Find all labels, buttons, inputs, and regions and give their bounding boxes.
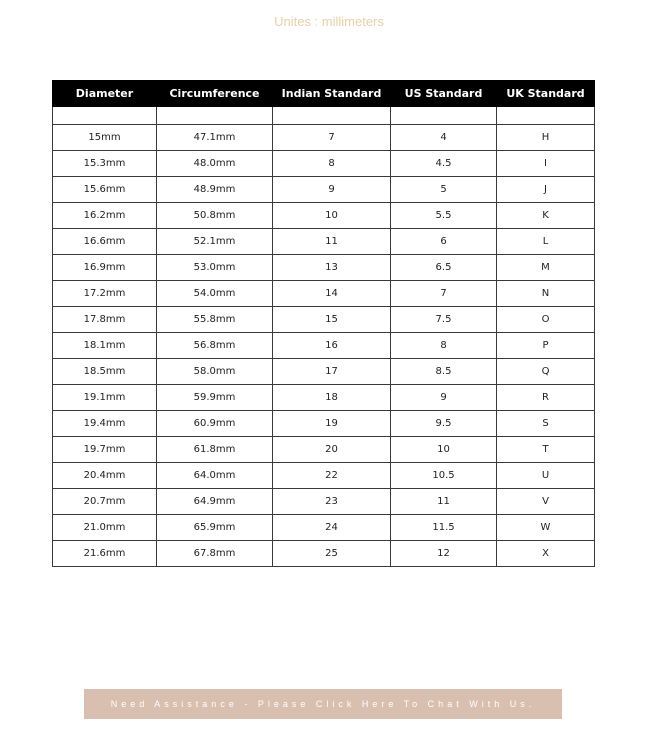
table-row [53,203,595,229]
diameter-cell: 21.0mm [53,515,157,541]
us-standard-cell: 12 [391,541,497,567]
indian-standard-cell: 15 [273,307,391,333]
table-row [53,515,595,541]
us-standard-cell: 10.5 [391,463,497,489]
uk-standard-cell: M [497,255,595,281]
table-cell [497,107,595,125]
circumference-cell: 58.0mm [157,359,273,385]
table-header-row [53,81,595,107]
diameter-cell: 15.6mm [53,177,157,203]
uk-standard-cell: K [497,203,595,229]
circumference-cell: 53.0mm [157,255,273,281]
uk-standard-cell: P [497,333,595,359]
indian-standard-cell: 13 [273,255,391,281]
table-row [53,437,595,463]
uk-standard-cell: S [497,411,595,437]
uk-standard-cell: I [497,151,595,177]
header-circumference: Circumference [157,81,273,107]
indian-standard-cell: 24 [273,515,391,541]
circumference-cell: 48.0mm [157,151,273,177]
circumference-cell: 47.1mm [157,125,273,151]
us-standard-cell: 8.5 [391,359,497,385]
table-row [53,307,595,333]
table-row [53,463,595,489]
diameter-cell: 17.2mm [53,281,157,307]
table-row [53,229,595,255]
circumference-cell: 48.9mm [157,177,273,203]
indian-standard-cell: 11 [273,229,391,255]
diameter-cell: 18.5mm [53,359,157,385]
uk-standard-cell: H [497,125,595,151]
us-standard-cell: 9 [391,385,497,411]
circumference-cell: 50.8mm [157,203,273,229]
us-standard-cell: 7.5 [391,307,497,333]
units-label: Unites : millimeters [274,14,384,29]
table-row [53,541,595,567]
table-row [53,125,595,151]
uk-standard-cell: N [497,281,595,307]
table-spacer-row [53,107,595,125]
indian-standard-cell: 20 [273,437,391,463]
header-uk-standard: UK Standard [497,81,595,107]
us-standard-cell: 8 [391,333,497,359]
table-row [53,359,595,385]
diameter-cell: 19.7mm [53,437,157,463]
diameter-cell: 15.3mm [53,151,157,177]
uk-standard-cell: V [497,489,595,515]
us-standard-cell: 5.5 [391,203,497,229]
table-cell [157,107,273,125]
circumference-cell: 55.8mm [157,307,273,333]
uk-standard-cell: Q [497,359,595,385]
header-diameter: Diameter [53,81,157,107]
circumference-cell: 61.8mm [157,437,273,463]
diameter-cell: 18.1mm [53,333,157,359]
table-row [53,177,595,203]
indian-standard-cell: 7 [273,125,391,151]
uk-standard-cell: U [497,463,595,489]
circumference-cell: 64.9mm [157,489,273,515]
table-cell [53,107,157,125]
diameter-cell: 16.2mm [53,203,157,229]
uk-standard-cell: W [497,515,595,541]
diameter-cell: 20.7mm [53,489,157,515]
us-standard-cell: 4 [391,125,497,151]
circumference-cell: 56.8mm [157,333,273,359]
diameter-cell: 19.4mm [53,411,157,437]
table-row [53,411,595,437]
indian-standard-cell: 18 [273,385,391,411]
us-standard-cell: 5 [391,177,497,203]
table-row [53,333,595,359]
us-standard-cell: 11.5 [391,515,497,541]
us-standard-cell: 11 [391,489,497,515]
circumference-cell: 65.9mm [157,515,273,541]
circumference-cell: 60.9mm [157,411,273,437]
indian-standard-cell: 19 [273,411,391,437]
ring-size-table [52,80,595,567]
diameter-cell: 21.6mm [53,541,157,567]
table-row [53,255,595,281]
uk-standard-cell: X [497,541,595,567]
uk-standard-cell: L [497,229,595,255]
diameter-cell: 19.1mm [53,385,157,411]
indian-standard-cell: 23 [273,489,391,515]
us-standard-cell: 7 [391,281,497,307]
indian-standard-cell: 14 [273,281,391,307]
indian-standard-cell: 9 [273,177,391,203]
diameter-cell: 16.6mm [53,229,157,255]
header-us-standard: US Standard [391,81,497,107]
header-indian-standard: Indian Standard [273,81,391,107]
us-standard-cell: 4.5 [391,151,497,177]
chat-assistance-button[interactable]: Need Assistance - Please Click Here To Chat With Us. [84,689,562,719]
table-row [53,281,595,307]
circumference-cell: 67.8mm [157,541,273,567]
indian-standard-cell: 8 [273,151,391,177]
us-standard-cell: 10 [391,437,497,463]
circumference-cell: 64.0mm [157,463,273,489]
indian-standard-cell: 16 [273,333,391,359]
indian-standard-cell: 17 [273,359,391,385]
diameter-cell: 16.9mm [53,255,157,281]
table-row [53,489,595,515]
uk-standard-cell: J [497,177,595,203]
uk-standard-cell: T [497,437,595,463]
circumference-cell: 59.9mm [157,385,273,411]
indian-standard-cell: 25 [273,541,391,567]
diameter-cell: 17.8mm [53,307,157,333]
circumference-cell: 52.1mm [157,229,273,255]
table-row [53,151,595,177]
diameter-cell: 20.4mm [53,463,157,489]
circumference-cell: 54.0mm [157,281,273,307]
table-cell [391,107,497,125]
us-standard-cell: 6.5 [391,255,497,281]
table-cell [273,107,391,125]
us-standard-cell: 6 [391,229,497,255]
diameter-cell: 15mm [53,125,157,151]
us-standard-cell: 9.5 [391,411,497,437]
indian-standard-cell: 22 [273,463,391,489]
indian-standard-cell: 10 [273,203,391,229]
uk-standard-cell: O [497,307,595,333]
table-row [53,385,595,411]
uk-standard-cell: R [497,385,595,411]
